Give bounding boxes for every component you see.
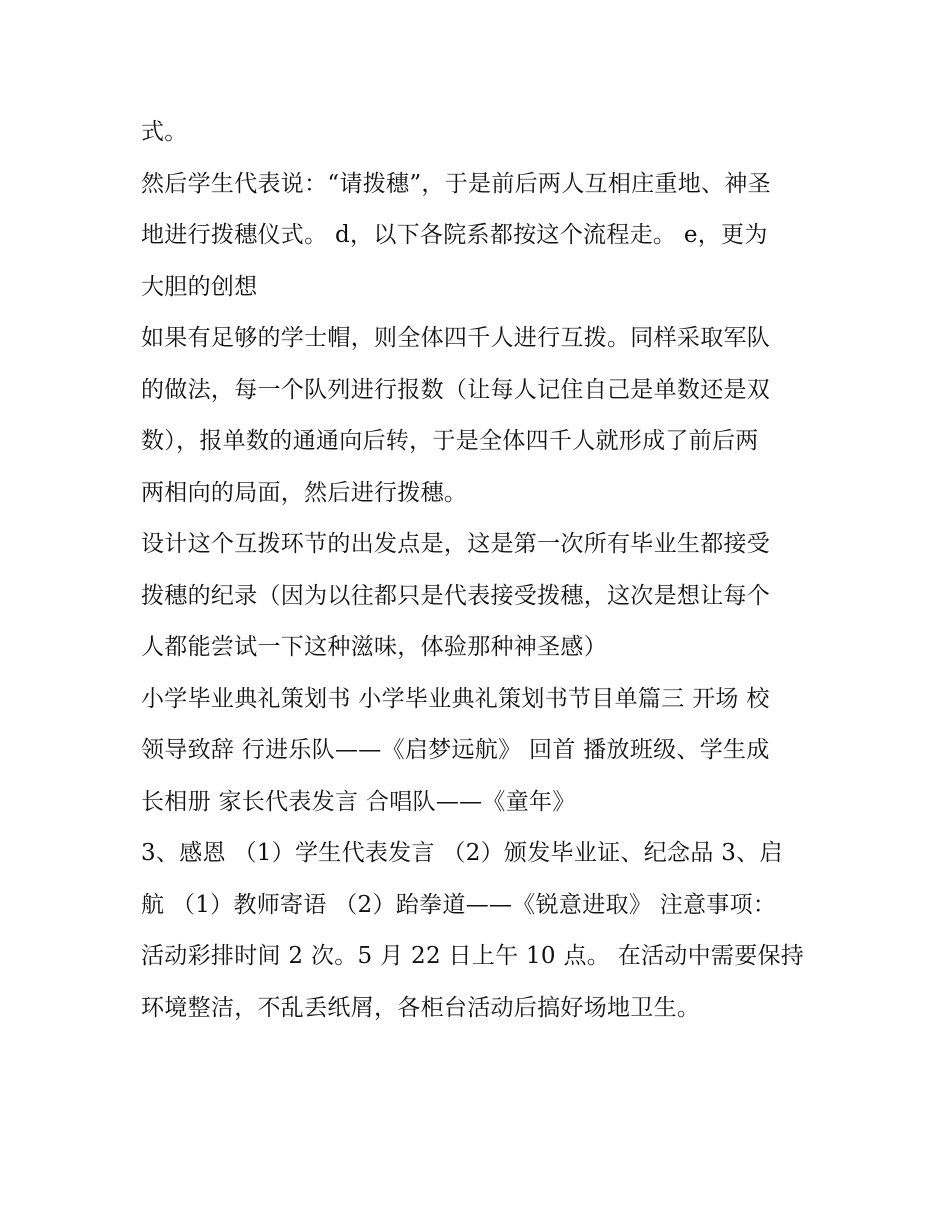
text-line: 拨穗的纪录（因为以往都只是代表接受拨穗，这次是想让每个: [141, 582, 771, 609]
body-text: [141, 107, 821, 1034]
text-line: 活动彩排时间 2 次。5 月 22 日上午 10 点。 在活动中需要保持: [141, 943, 805, 969]
text-line: 然后学生代表说：“请拨穗”，于是前后两人互相庄重地、神圣: [141, 170, 771, 197]
text-line: 大胆的创想: [141, 273, 258, 300]
text-line: 地进行拨穗仪式。 d，以下各院系都按这个流程走。 e，更为: [141, 222, 768, 248]
text-line: 式。: [141, 119, 188, 145]
text-line: 航 （1）教师寄语 （2）跆拳道——《锐意进取》 注意事项：: [141, 891, 777, 918]
text-line: 3、感恩 （1）学生代表发言 （2）颁发毕业证、纪念品 3、启: [141, 840, 783, 866]
text-line: 设计这个互拨环节的出发点是，这是第一次所有毕业生都接受: [141, 531, 771, 557]
text-line: 两相向的局面，然后进行拨穗。: [141, 479, 468, 506]
text-line: 领导致辞 行进乐队——《启梦远航》 回首 播放班级、学生成: [141, 737, 770, 763]
text-line: 数），报单数的通通向后转，于是全体四千人就形成了前后两: [141, 428, 759, 454]
text-line: 人都能尝试一下这种滋味，体验那种神圣感）: [141, 634, 607, 660]
text-line: 的做法，每一个队列进行报数（让每人记住自己是单数还是双: [141, 376, 771, 403]
text-line: 如果有足够的学士帽，则全体四千人进行互拨。同样采取军队: [141, 325, 771, 351]
text-line: 环境整洁，不乱丢纸屑，各柜台活动后搞好场地卫生。: [141, 994, 701, 1021]
text-line: 长相册 家长代表发言 合唱队——《童年》: [141, 788, 576, 815]
text-line: 小学毕业典礼策划书 小学毕业典礼策划书节目单篇三 开场 校: [141, 685, 770, 712]
